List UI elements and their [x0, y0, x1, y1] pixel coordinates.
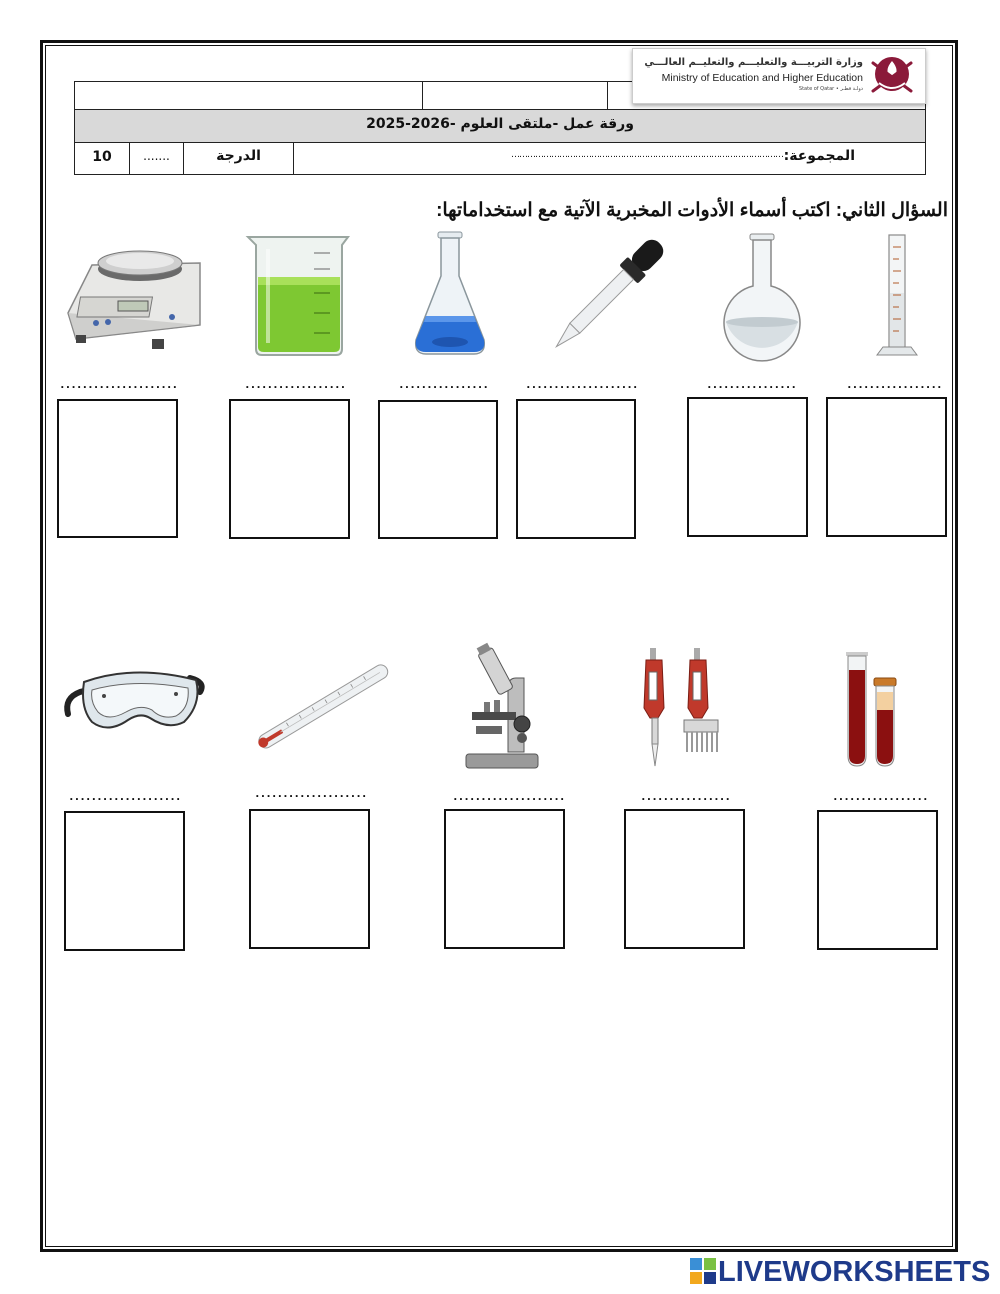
answer-box-round-flask[interactable] — [687, 397, 808, 537]
answer-line-balance[interactable]: ..................... — [59, 378, 178, 391]
answer-line-dropper[interactable]: .................... — [525, 378, 638, 391]
answer-line-graduated-cylinder[interactable]: ................. — [846, 378, 942, 391]
grade-dots: ....... — [143, 149, 170, 163]
worksheet-title: ورقة عمل -ملتقى العلوم -2026-2025 — [366, 116, 634, 132]
answer-box-micropipette[interactable] — [624, 809, 745, 949]
grade-total: 10 — [92, 149, 112, 165]
question-text: السؤال الثاني: اكتب أسماء الأدوات المخبرية الآتية مع استخداماتها: — [436, 200, 948, 221]
header-blank-cell-1 — [74, 81, 423, 110]
answer-line-microscope[interactable]: .................... — [452, 790, 565, 803]
answer-line-round-flask[interactable]: ................ — [706, 378, 796, 391]
grade-label: الدرجة — [216, 148, 261, 164]
answer-line-micropipette[interactable]: ................ — [640, 790, 730, 803]
group-label: المجموعة: — [783, 148, 855, 164]
answer-box-balance[interactable] — [57, 399, 178, 538]
ministry-logo — [632, 48, 926, 104]
thermometer-icon — [244, 664, 394, 754]
beaker-icon — [244, 233, 354, 357]
microscope-icon — [462, 648, 542, 770]
answer-line-goggles[interactable]: .................... — [68, 790, 181, 803]
liveworksheets-brand[interactable]: LIVEWORKSHEETS — [718, 1256, 991, 1288]
dropper-icon — [543, 230, 673, 360]
qatar-emblem-icon — [865, 53, 919, 99]
answer-box-dropper[interactable] — [516, 399, 636, 539]
answer-line-thermometer[interactable]: .................... — [254, 787, 367, 800]
answer-box-graduated-cylinder[interactable] — [826, 397, 947, 537]
answer-box-beaker[interactable] — [229, 399, 350, 539]
page-border-inner — [45, 45, 953, 1247]
ministry-arabic-name: وزارة التربيـــة والتعليـــم والتعليــم العالـــي — [644, 57, 863, 68]
balance-icon — [62, 243, 202, 353]
answer-line-test-tubes[interactable]: ................. — [832, 790, 928, 803]
ministry-english-name: Ministry of Education and Higher Education — [661, 72, 863, 84]
round-flask-icon — [720, 232, 804, 360]
answer-box-microscope[interactable] — [444, 809, 565, 949]
conical-flask-icon — [412, 230, 488, 358]
answer-line-conical-flask[interactable]: ................ — [398, 378, 488, 391]
liveworksheets-logo-icon — [690, 1258, 716, 1284]
goggles-icon — [64, 668, 206, 738]
group-dots[interactable]: ………………………………………………………………………………………… — [511, 150, 783, 160]
micropipette-icon — [638, 648, 728, 768]
graduated-cylinder-icon — [875, 233, 921, 357]
ministry-state-line: State of Qatar • دولـة قطـر — [798, 86, 863, 92]
answer-box-goggles[interactable] — [64, 811, 185, 951]
answer-box-thermometer[interactable] — [249, 809, 370, 949]
answer-box-conical-flask[interactable] — [378, 400, 498, 539]
test-tubes-icon — [842, 652, 902, 770]
answer-box-test-tubes[interactable] — [817, 810, 938, 950]
answer-line-beaker[interactable]: .................. — [244, 378, 346, 391]
header-blank-cell-2 — [422, 81, 608, 110]
